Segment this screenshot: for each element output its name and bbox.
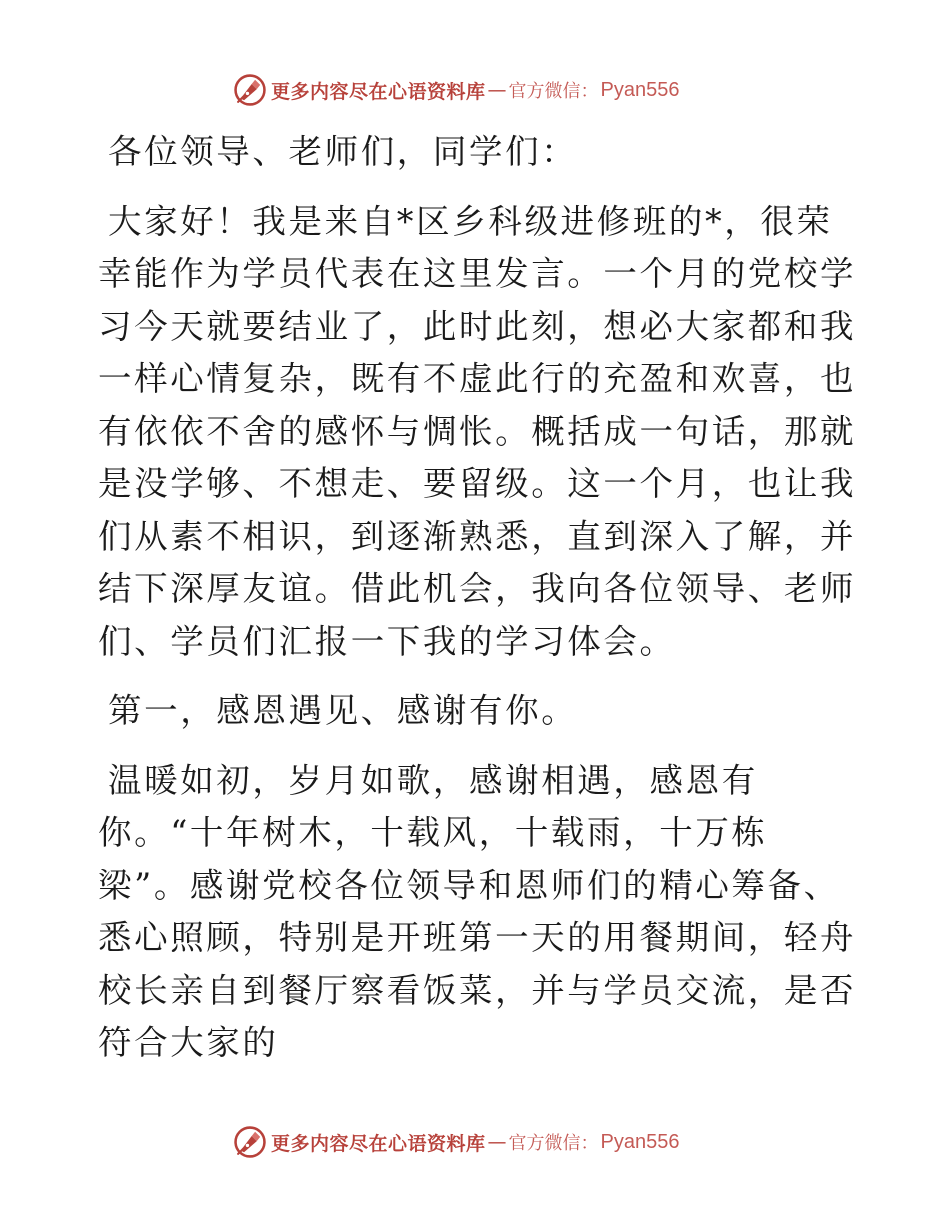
watermark-dash: — xyxy=(487,79,507,101)
section-heading-paragraph: 第一，感恩遇见、感谢有你。 xyxy=(108,691,578,730)
watermark-brand-text: 更多内容尽在心语资料库 xyxy=(271,1132,486,1155)
watermark-wechat-id: Pyan556 xyxy=(600,78,680,101)
watermark-wechat-id: Pyan556 xyxy=(600,1130,680,1153)
header-watermark-banner xyxy=(233,72,679,108)
document-body xyxy=(98,126,858,1087)
pen-nib-logo-icon xyxy=(233,73,267,107)
footer-watermark-banner xyxy=(233,1124,679,1160)
watermark-wechat-label: 官方微信： xyxy=(508,81,599,102)
watermark-dash: — xyxy=(487,1131,507,1153)
watermark-wechat-label: 官方微信： xyxy=(508,1133,599,1154)
watermark-brand-text: 更多内容尽在心语资料库 xyxy=(271,80,486,103)
intro-paragraph: 大家好！我是来自*区乡科级进修班的*，很荣幸能作为学员代表在这里发言。一个月的党校学习今天就要结业了，此时此刻，想必大家都和我一样心情复杂，既有不虚此行的充盈和欢喜，也有依依不舍的感怀与惆怅。概括成一句话，那就是没学够、不想走、要留级。这一个月，也让我们从素不相识，到逐渐熟悉，直到深入了解，并结下深厚友谊。借此机会，我向各位领导、老师们、学员们汇报一下我的学习体会。 xyxy=(98,201,857,661)
salutation-paragraph: 各位领导、老师们，同学们： xyxy=(108,132,578,171)
gratitude-paragraph: 温暖如初，岁月如歌，感谢相遇，感恩有你。“十年树木，十载风，十载雨，十万栋梁”。感谢党校各位领导和恩师们的精心筹备、悉心照顾，特别是开班第一天的用餐期间，轻舟校长亲自到餐厅察看饭菜，并与学员交流，是否符合大家的 xyxy=(98,760,857,1062)
pen-nib-logo-icon xyxy=(233,1125,267,1159)
